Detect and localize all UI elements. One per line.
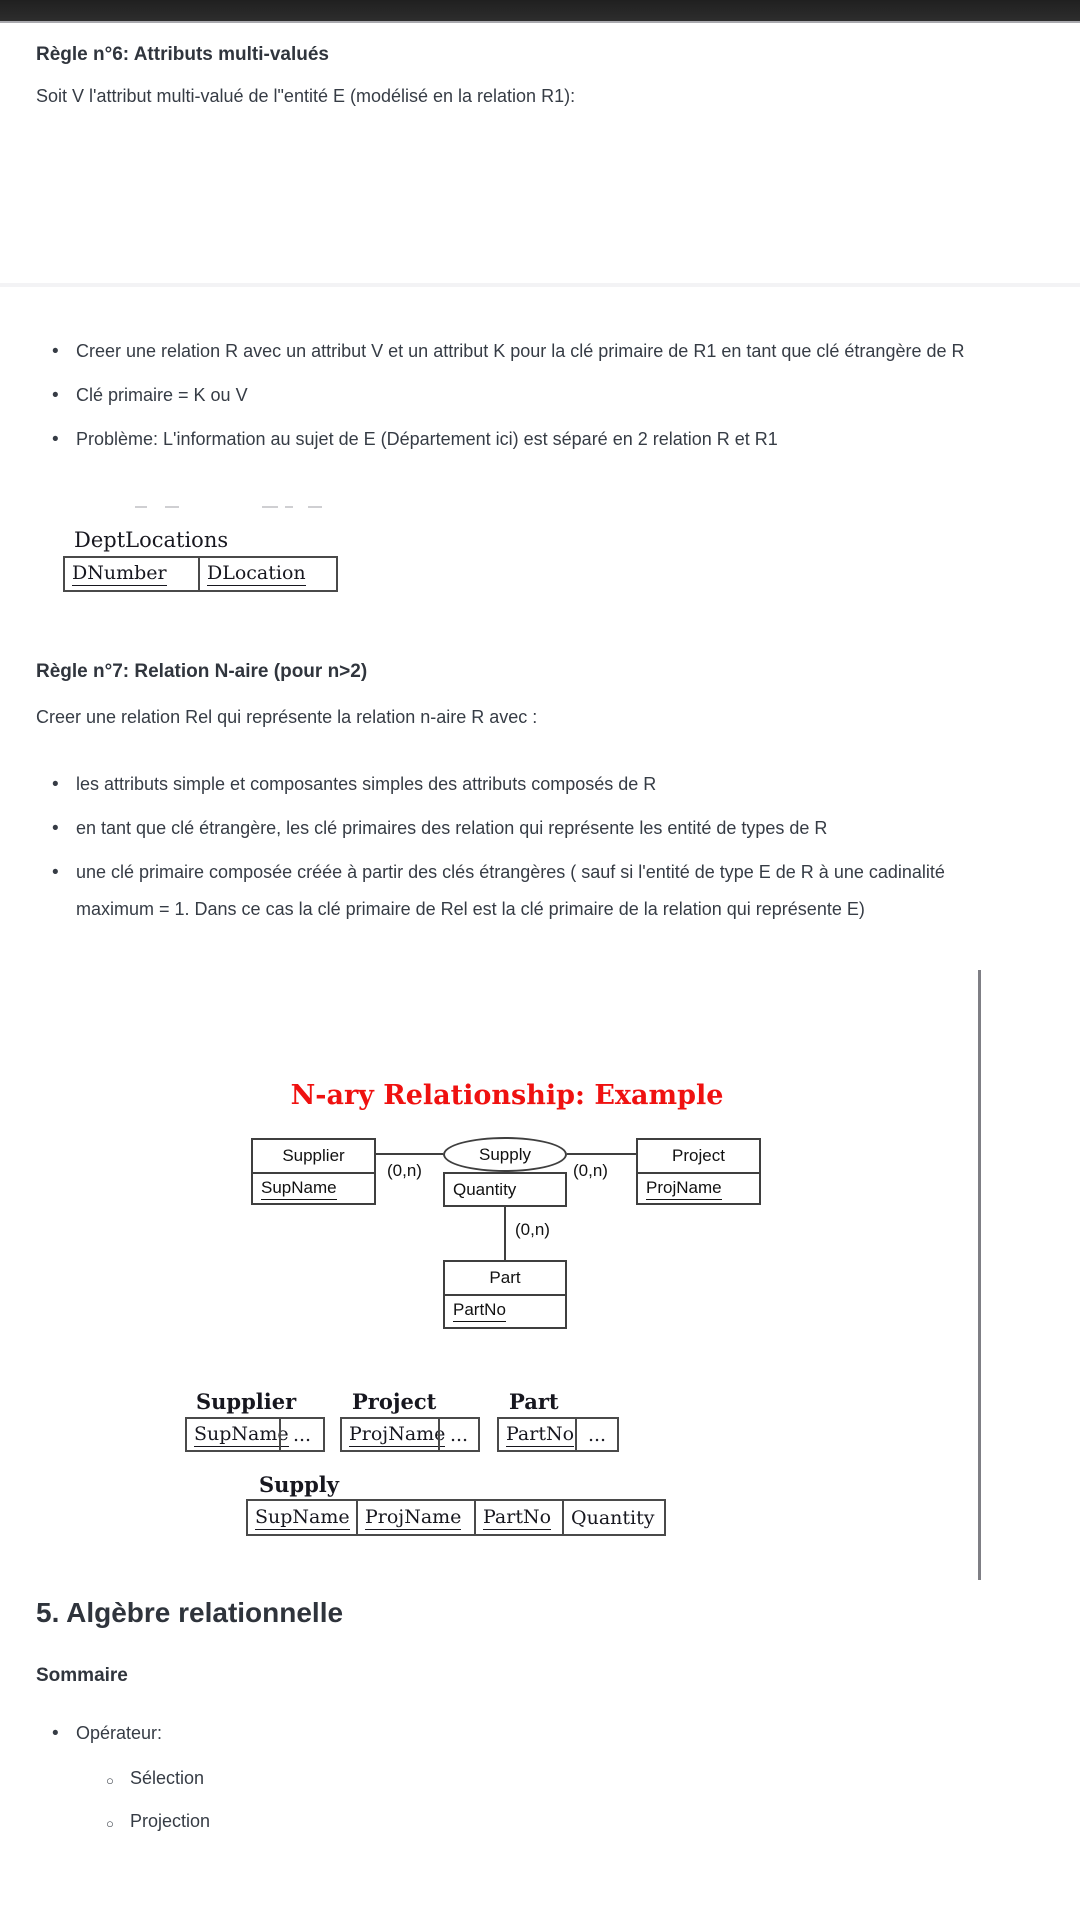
- image-artifact-dash: [165, 506, 179, 508]
- connector-line: [567, 1153, 636, 1155]
- entity-attribute: [445, 1296, 565, 1325]
- schema-supply-title: Supply: [259, 1472, 339, 1497]
- entity-name: Project: [638, 1140, 759, 1174]
- table-cell-ellipsis: ...: [438, 1419, 478, 1450]
- image-artifact-dash: [135, 506, 147, 508]
- image-artifact-dash: [285, 506, 293, 508]
- sommaire-sublist: [76, 1760, 986, 1840]
- image-artifact-dash: [308, 506, 322, 508]
- table-cell-ellipsis: ...: [279, 1419, 323, 1450]
- schema-part-table: [497, 1417, 619, 1452]
- schema-supply-table: [246, 1499, 666, 1536]
- rule6-heading: Règle n°6: Attributs multi-valués: [36, 44, 329, 65]
- list-item: • Clé primaire = K ou V: [36, 377, 986, 414]
- primary-key-column: ProjName: [365, 1505, 462, 1528]
- table-header-cell: [342, 1419, 446, 1450]
- key-attribute: PartNo: [453, 1300, 506, 1322]
- entity-supplier: [251, 1138, 376, 1205]
- rule7-bullet-list: [36, 766, 986, 928]
- primary-key-column: PartNo: [483, 1505, 552, 1528]
- list-item: [36, 1715, 986, 1840]
- table-header-cell: [65, 558, 198, 590]
- cardinality-label: (0,n): [573, 1161, 608, 1180]
- relationship-ellipse-supply: Supply: [443, 1137, 567, 1172]
- table-header-cell: [499, 1419, 575, 1450]
- entity-attribute: [638, 1174, 759, 1203]
- section5-heading: 5. Algèbre relationnelle: [36, 1597, 344, 1628]
- entity-attribute: [253, 1174, 374, 1203]
- table-header-cell: [474, 1501, 562, 1534]
- list-item-label: Opérateur:: [76, 1723, 163, 1743]
- cropped-image-bottom-bar: [0, 0, 1080, 23]
- primary-key-column: SupName: [255, 1505, 350, 1528]
- entity-part: [443, 1260, 567, 1329]
- relationship-attribute-box: [443, 1172, 567, 1207]
- list-item: • Creer une relation R avec un attribut V et un attribut K pour la clé primaire de R1 en tant que clé étrangère de R: [36, 333, 986, 370]
- sub-list-item: ○ Projection: [76, 1803, 986, 1840]
- relationship-attribute: Quantity: [453, 1179, 517, 1199]
- schema-supplier-title: Supplier: [196, 1389, 297, 1414]
- rule7-intro: Creer une relation Rel qui représente la relation n-aire R avec :: [36, 707, 538, 727]
- dept-locations-table: [63, 556, 338, 592]
- primary-key-column: PartNo: [506, 1422, 575, 1445]
- schema-supplier-table: [185, 1417, 325, 1452]
- key-attribute: SupName: [261, 1178, 337, 1200]
- rule6-bullet-list: [36, 333, 986, 458]
- list-item: • les attributs simple et composantes simples des attributs composés de R: [36, 766, 986, 803]
- primary-key-column: DLocation: [207, 562, 306, 584]
- list-item: • une clé primaire composée créée à partir des clés étrangères ( sauf si l'entité de type E de R à une cadinalité maximum = 1. Dans ce cas la clé primaire de Rel est la clé primaire de la relation qui représente E): [36, 854, 986, 928]
- table-header-cell: [198, 558, 336, 590]
- connector-line: [376, 1153, 443, 1155]
- dept-locations-title: DeptLocations: [74, 528, 229, 552]
- primary-key-column: ProjName: [349, 1422, 446, 1445]
- image-block-divider: [978, 970, 981, 1580]
- primary-key-column: DNumber: [72, 562, 167, 584]
- entity-name: Supplier: [253, 1140, 374, 1174]
- list-item: • Problème: L'information au sujet de E (Département ici) est séparé en 2 relation R et R1: [36, 421, 986, 458]
- cardinality-label: (0,n): [387, 1161, 422, 1180]
- entity-project: [636, 1138, 761, 1205]
- table-header-cell: [248, 1501, 356, 1534]
- sommaire-heading: Sommaire: [36, 1665, 128, 1686]
- rule7-heading: Règle n°7: Relation N-aire (pour n>2): [36, 661, 368, 682]
- table-header-cell: Quantity: [562, 1501, 664, 1534]
- cropped-image-shadow: [0, 283, 1080, 287]
- schema-project-title: Project: [352, 1389, 437, 1414]
- table-header-cell: [187, 1419, 289, 1450]
- sommaire-list: [36, 1715, 986, 1840]
- rule6-intro: Soit V l'attribut multi-valué de l"entité E (modélisé en la relation R1):: [36, 86, 576, 106]
- sub-list-item: ○ Sélection: [76, 1760, 986, 1797]
- cardinality-label: (0,n): [515, 1220, 550, 1239]
- key-attribute: ProjName: [646, 1178, 722, 1200]
- schema-project-table: [340, 1417, 480, 1452]
- connector-line: [504, 1206, 506, 1262]
- table-cell-ellipsis: ...: [575, 1419, 617, 1450]
- primary-key-column: SupName: [194, 1422, 289, 1445]
- list-item: • en tant que clé étrangère, les clé primaires des relation qui représente les entité de types de R: [36, 810, 986, 847]
- schema-part-title: Part: [509, 1389, 559, 1414]
- table-header-cell: [356, 1501, 474, 1534]
- image-artifact-dash: [262, 506, 278, 508]
- nary-diagram-title: N-ary Relationship: Example: [290, 1080, 724, 1111]
- entity-name: Part: [445, 1262, 565, 1296]
